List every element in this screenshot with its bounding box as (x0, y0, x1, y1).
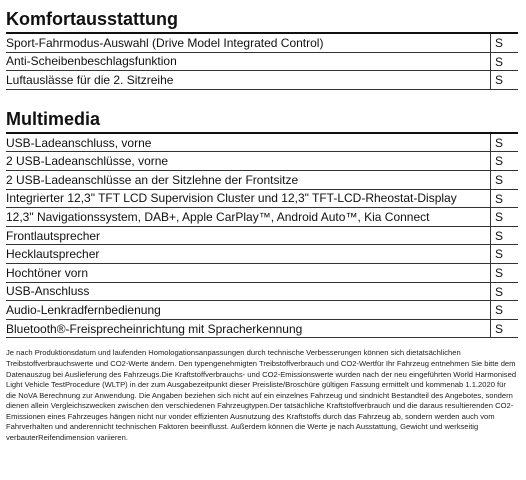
footnote: Je nach Produktionsdatum und laufenden Homologationsanpassungen durch technische Verbesserungen können sich dietatsächlichen Treibstoffverbrauchswerte und CO2-Werte ändern. Den typengenehmigten Treibstoffverbrauch und CO2-Wertfür Ihr Fahrzeug entnehmen Sie bitte dem Datenauszug bei Auslieferung des Fahrzeugs.Die Kraftstoffverbrauchs- und CO2-Emissionswerte wurden nach der neu eingeführten World Harmonised Light Vehicle TestProcedure (WLTP) in der zum Ausgabezeitpunkt dieser Preisliste/Broschüre gültigen Fassung ermittelt und kommenab 1.1.2020 für die NoVA Berechnung zur Anwendung. Die Angaben beziehen sich nicht auf ein einzelnes Fahrzeug und sindnicht Bestandteil des Angebotes, sondern dienen allein Vergleichszwecken zwischen den verschiedenen Fahrzeugtypen.Der tatsächliche Kraftstoffverbrauch und die daraus resultierenden CO2-Emissionen eines Fahrzeuges hängen nicht nur vonder effizienten Ausnutzung des Kraftstoffs durch das Fahrzeug ab, sondern werden auch vom Fahrverhalten und anderennicht technischen Faktoren beeinflusst. Außerdem können die Werte je nach Ausstattung, Gewicht und werkseitig verbauterReifendimension variieren. (6, 348, 517, 443)
feature-label: Anti-Scheibenbeschlagsfunktion (6, 54, 177, 69)
table-row (6, 208, 518, 227)
section-title-multimedia: Multimedia (6, 108, 518, 134)
feature-value: S (490, 152, 518, 170)
table-row (6, 320, 518, 339)
feature-label: 2 USB-Ladeanschlüsse an der Sitzlehne der Frontsitze (6, 172, 299, 187)
komfort-table (6, 34, 518, 90)
feature-value: S (490, 320, 518, 338)
feature-value: S (490, 264, 518, 282)
feature-label: USB-Anschluss (6, 284, 90, 299)
feature-label: Integrierter 12,3" TFT LCD Supervision Cluster und 12,3" TFT-LCD-Rheostat-Display (6, 191, 457, 206)
table-row (6, 301, 518, 320)
feature-label: USB-Ladeanschluss, vorne (6, 135, 152, 150)
multimedia-table (6, 134, 518, 339)
feature-label: Frontlautsprecher (6, 228, 101, 243)
table-row (6, 283, 518, 302)
table-row (6, 227, 518, 246)
table-row (6, 171, 518, 190)
feature-label: Sport-Fahrmodus-Auswahl (Drive Model Integrated Control) (6, 35, 324, 50)
feature-value: S (490, 208, 518, 226)
feature-label: Bluetooth®-Freisprecheinrichtung mit Spracherkennung (6, 321, 303, 336)
feature-label: Audio-Lenkradfernbedienung (6, 302, 161, 317)
feature-label: Hochtöner vorn (6, 265, 89, 280)
feature-value: S (490, 245, 518, 263)
section-title-komfortausstattung: Komfortausstattung (6, 8, 518, 34)
feature-value: S (490, 53, 518, 71)
table-row (6, 245, 518, 264)
feature-value: S (490, 171, 518, 189)
table-row (6, 190, 518, 209)
feature-value: S (490, 301, 518, 319)
feature-label: Luftauslässe für die 2. Sitzreihe (6, 72, 174, 87)
spec-sheet (6, 8, 518, 451)
feature-value: S (490, 227, 518, 245)
table-row (6, 152, 518, 171)
table-row (6, 53, 518, 72)
feature-value: S (490, 134, 518, 152)
table-row (6, 71, 518, 90)
feature-value: S (490, 71, 518, 89)
table-row (6, 34, 518, 53)
feature-value: S (490, 34, 518, 52)
table-row (6, 134, 518, 153)
feature-value: S (490, 190, 518, 208)
feature-label: 12,3" Navigationssystem, DAB+, Apple CarPlay™, Android Auto™, Kia Connect (6, 209, 430, 224)
table-row (6, 264, 518, 283)
feature-label: 2 USB-Ladeanschlüsse, vorne (6, 154, 169, 169)
feature-value: S (490, 283, 518, 301)
feature-label: Hecklautsprecher (6, 247, 100, 262)
